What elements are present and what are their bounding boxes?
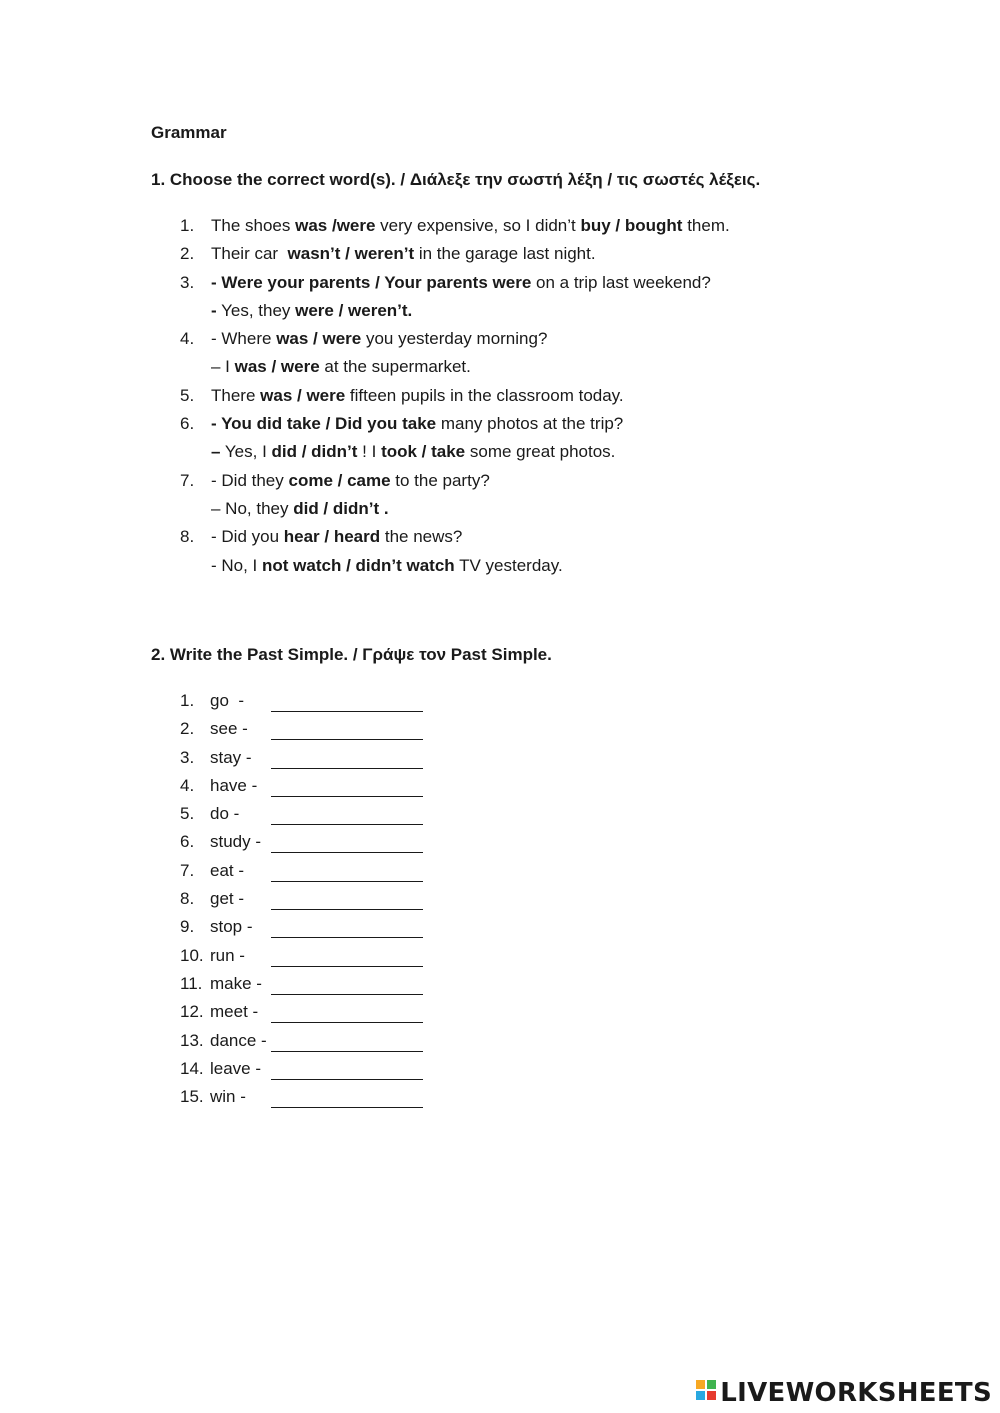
answer-blank-input[interactable] — [271, 1033, 423, 1052]
item-number: 2. — [180, 719, 195, 739]
item-number: 5. — [180, 804, 195, 824]
answer-blank-input[interactable] — [271, 948, 423, 967]
sentence-text: - No, I — [211, 555, 263, 575]
item-number: 15. — [180, 1087, 204, 1107]
exercise2-row — [180, 913, 423, 941]
verb-label: win - — [210, 1087, 246, 1107]
item-number: 7. — [180, 860, 195, 880]
exercise1-heading: 1. Choose the correct word(s). / Διάλεξε την σωστή λέξη / τις σωστές λέξεις. — [151, 170, 761, 189]
sentence-text: to the party? — [390, 470, 490, 490]
verb-label: study - — [210, 832, 262, 852]
logo-square-orange — [696, 1380, 705, 1389]
answer-choice[interactable]: took / take — [381, 442, 466, 462]
verb-label: do - — [210, 804, 240, 824]
sentence-text: – No, they — [211, 498, 294, 518]
answer-choice[interactable]: was / were — [276, 329, 362, 349]
sentence-text: The shoes — [211, 216, 296, 235]
sentence-text: very expensive, so I didn’t — [375, 216, 581, 235]
verb-label: go - — [210, 691, 245, 710]
answer-blank-input[interactable] — [271, 693, 423, 712]
exercise1-line — [180, 297, 820, 325]
item-number: 3. — [180, 747, 195, 767]
item-number: 10. — [180, 945, 204, 965]
exercise2-row — [180, 772, 423, 800]
exercise1-line — [180, 325, 820, 353]
logo-square-green — [707, 1380, 716, 1389]
answer-choice[interactable]: wasn’t / weren’t — [287, 244, 415, 264]
item-number: 5. — [180, 385, 195, 405]
exercise2-row — [180, 998, 423, 1026]
exercise2-row — [180, 687, 423, 715]
sentence-text: at the supermarket. — [319, 357, 471, 377]
sentence-text: Their car — [211, 244, 288, 264]
exercise2-row — [180, 1083, 423, 1111]
sentence-text: Yes, I — [220, 442, 272, 462]
item-number: 1. — [180, 216, 195, 235]
answer-blank-input[interactable] — [271, 1089, 423, 1108]
verb-label: dance - — [210, 1030, 267, 1050]
answer-choice[interactable]: was / were — [260, 385, 346, 405]
exercise2-row — [180, 1055, 423, 1083]
exercise2-row — [180, 857, 423, 885]
sentence-text: in the garage last night. — [414, 244, 596, 264]
answer-choice[interactable]: hear / heard — [283, 527, 381, 547]
answer-blank-input[interactable] — [271, 1004, 423, 1023]
logo-square-red — [707, 1391, 716, 1400]
exercise2-row — [180, 828, 423, 856]
exercise1-line — [180, 410, 820, 438]
answer-blank-input[interactable] — [271, 919, 423, 938]
sentence-text: on a trip last weekend? — [531, 272, 711, 292]
exercise1-line — [180, 438, 820, 466]
item-number: 14. — [180, 1058, 204, 1078]
sentence-text: Yes, they — [216, 300, 296, 320]
exercise1-line — [180, 269, 820, 297]
verb-label: have - — [210, 775, 258, 795]
exercise2-row — [180, 885, 423, 913]
exercise1-line — [180, 523, 820, 551]
verb-label: run - — [210, 945, 245, 965]
item-number: 3. — [180, 272, 195, 292]
verb-label: meet - — [210, 1002, 259, 1022]
item-number: 8. — [180, 527, 195, 547]
answer-blank-input[interactable] — [271, 834, 423, 853]
sentence-text: fifteen pupils in the classroom today. — [345, 385, 624, 405]
answer-choice[interactable]: not watch / didn’t watch — [262, 555, 455, 575]
answer-blank-input[interactable] — [271, 976, 423, 995]
answer-choice[interactable]: was / were — [234, 357, 320, 377]
exercise1-line — [180, 353, 820, 381]
exercise1-line — [180, 552, 820, 580]
answer-blank-input[interactable] — [271, 750, 423, 769]
exercise2-list — [180, 687, 423, 1111]
answer-choice[interactable]: were / weren’t. — [295, 300, 413, 320]
answer-blank-input[interactable] — [271, 863, 423, 882]
verb-label: eat - — [210, 860, 245, 880]
exercise2-row — [180, 715, 423, 743]
answer-choice[interactable]: come / came — [288, 470, 391, 490]
verb-label: make - — [210, 973, 262, 993]
logo-square-blue — [696, 1391, 705, 1400]
item-number: 4. — [180, 329, 195, 349]
answer-choice[interactable]: – — [211, 442, 221, 462]
item-number: 9. — [180, 917, 195, 937]
item-number: 8. — [180, 889, 195, 909]
logo-text: LIVEWORKSHEETS — [720, 1378, 992, 1408]
exercise2-row — [180, 942, 423, 970]
item-number: 11. — [180, 973, 203, 993]
answer-blank-input[interactable] — [271, 1061, 423, 1080]
sentence-text: - Did you — [211, 527, 284, 547]
answer-blank-input[interactable] — [271, 806, 423, 825]
exercise1-line — [180, 495, 820, 523]
item-number: 6. — [180, 414, 195, 434]
sentence-text: - Where — [211, 329, 277, 349]
answer-choice[interactable]: - You did take / Did you take — [211, 414, 437, 434]
exercise2-row — [180, 744, 423, 772]
answer-blank-input[interactable] — [271, 721, 423, 740]
verb-label: leave - — [210, 1058, 262, 1078]
answer-choice[interactable]: was /were — [295, 216, 376, 235]
item-number: 4. — [180, 775, 195, 795]
exercise1-line — [180, 212, 820, 240]
item-number: 7. — [180, 470, 195, 490]
sentence-text: many photos at the trip? — [436, 414, 624, 434]
item-number: 6. — [180, 832, 195, 852]
item-number: 2. — [180, 244, 195, 264]
sentence-text: the news? — [380, 527, 463, 547]
verb-label: see - — [210, 719, 248, 739]
sentence-text: There — [211, 385, 261, 405]
answer-blank-input[interactable] — [271, 778, 423, 797]
exercise1-list — [180, 212, 820, 580]
answer-choice[interactable]: did / didn’t — [271, 442, 358, 462]
sentence-text: some great photos. — [465, 442, 616, 462]
answer-blank-input[interactable] — [271, 891, 423, 910]
answer-choice[interactable]: buy / bought — [580, 216, 683, 235]
verb-label: get - — [210, 889, 245, 909]
sentence-text: them. — [682, 216, 730, 235]
answer-choice[interactable]: - — [211, 300, 217, 320]
exercise2-row — [180, 800, 423, 828]
item-number: 1. — [180, 691, 195, 710]
item-number: 13. — [180, 1030, 204, 1050]
sentence-text: - Did they — [211, 470, 289, 490]
exercise1-line — [180, 382, 820, 410]
exercise1-line — [180, 240, 820, 268]
item-number: 12. — [180, 1002, 204, 1022]
liveworksheets-logo-icon — [696, 1380, 718, 1407]
exercise2-heading: 2. Write the Past Simple. / Γράψε τον Past Simple. — [151, 645, 552, 664]
sentence-text: ! I — [357, 442, 382, 462]
answer-choice[interactable]: - Were your parents / Your parents were — [211, 272, 532, 292]
exercise1-line — [180, 467, 820, 495]
verb-label: stay - — [210, 747, 252, 767]
sentence-text: – I — [211, 357, 235, 377]
answer-choice[interactable]: did / didn’t . — [293, 498, 389, 518]
verb-label: stop - — [210, 917, 253, 937]
exercise2-row — [180, 970, 423, 998]
liveworksheets-logo — [696, 1378, 992, 1408]
sentence-text: TV yesterday. — [454, 555, 563, 575]
page-title: Grammar — [151, 123, 227, 142]
sentence-text: you yesterday morning? — [361, 329, 548, 349]
exercise2-row — [180, 1027, 423, 1055]
